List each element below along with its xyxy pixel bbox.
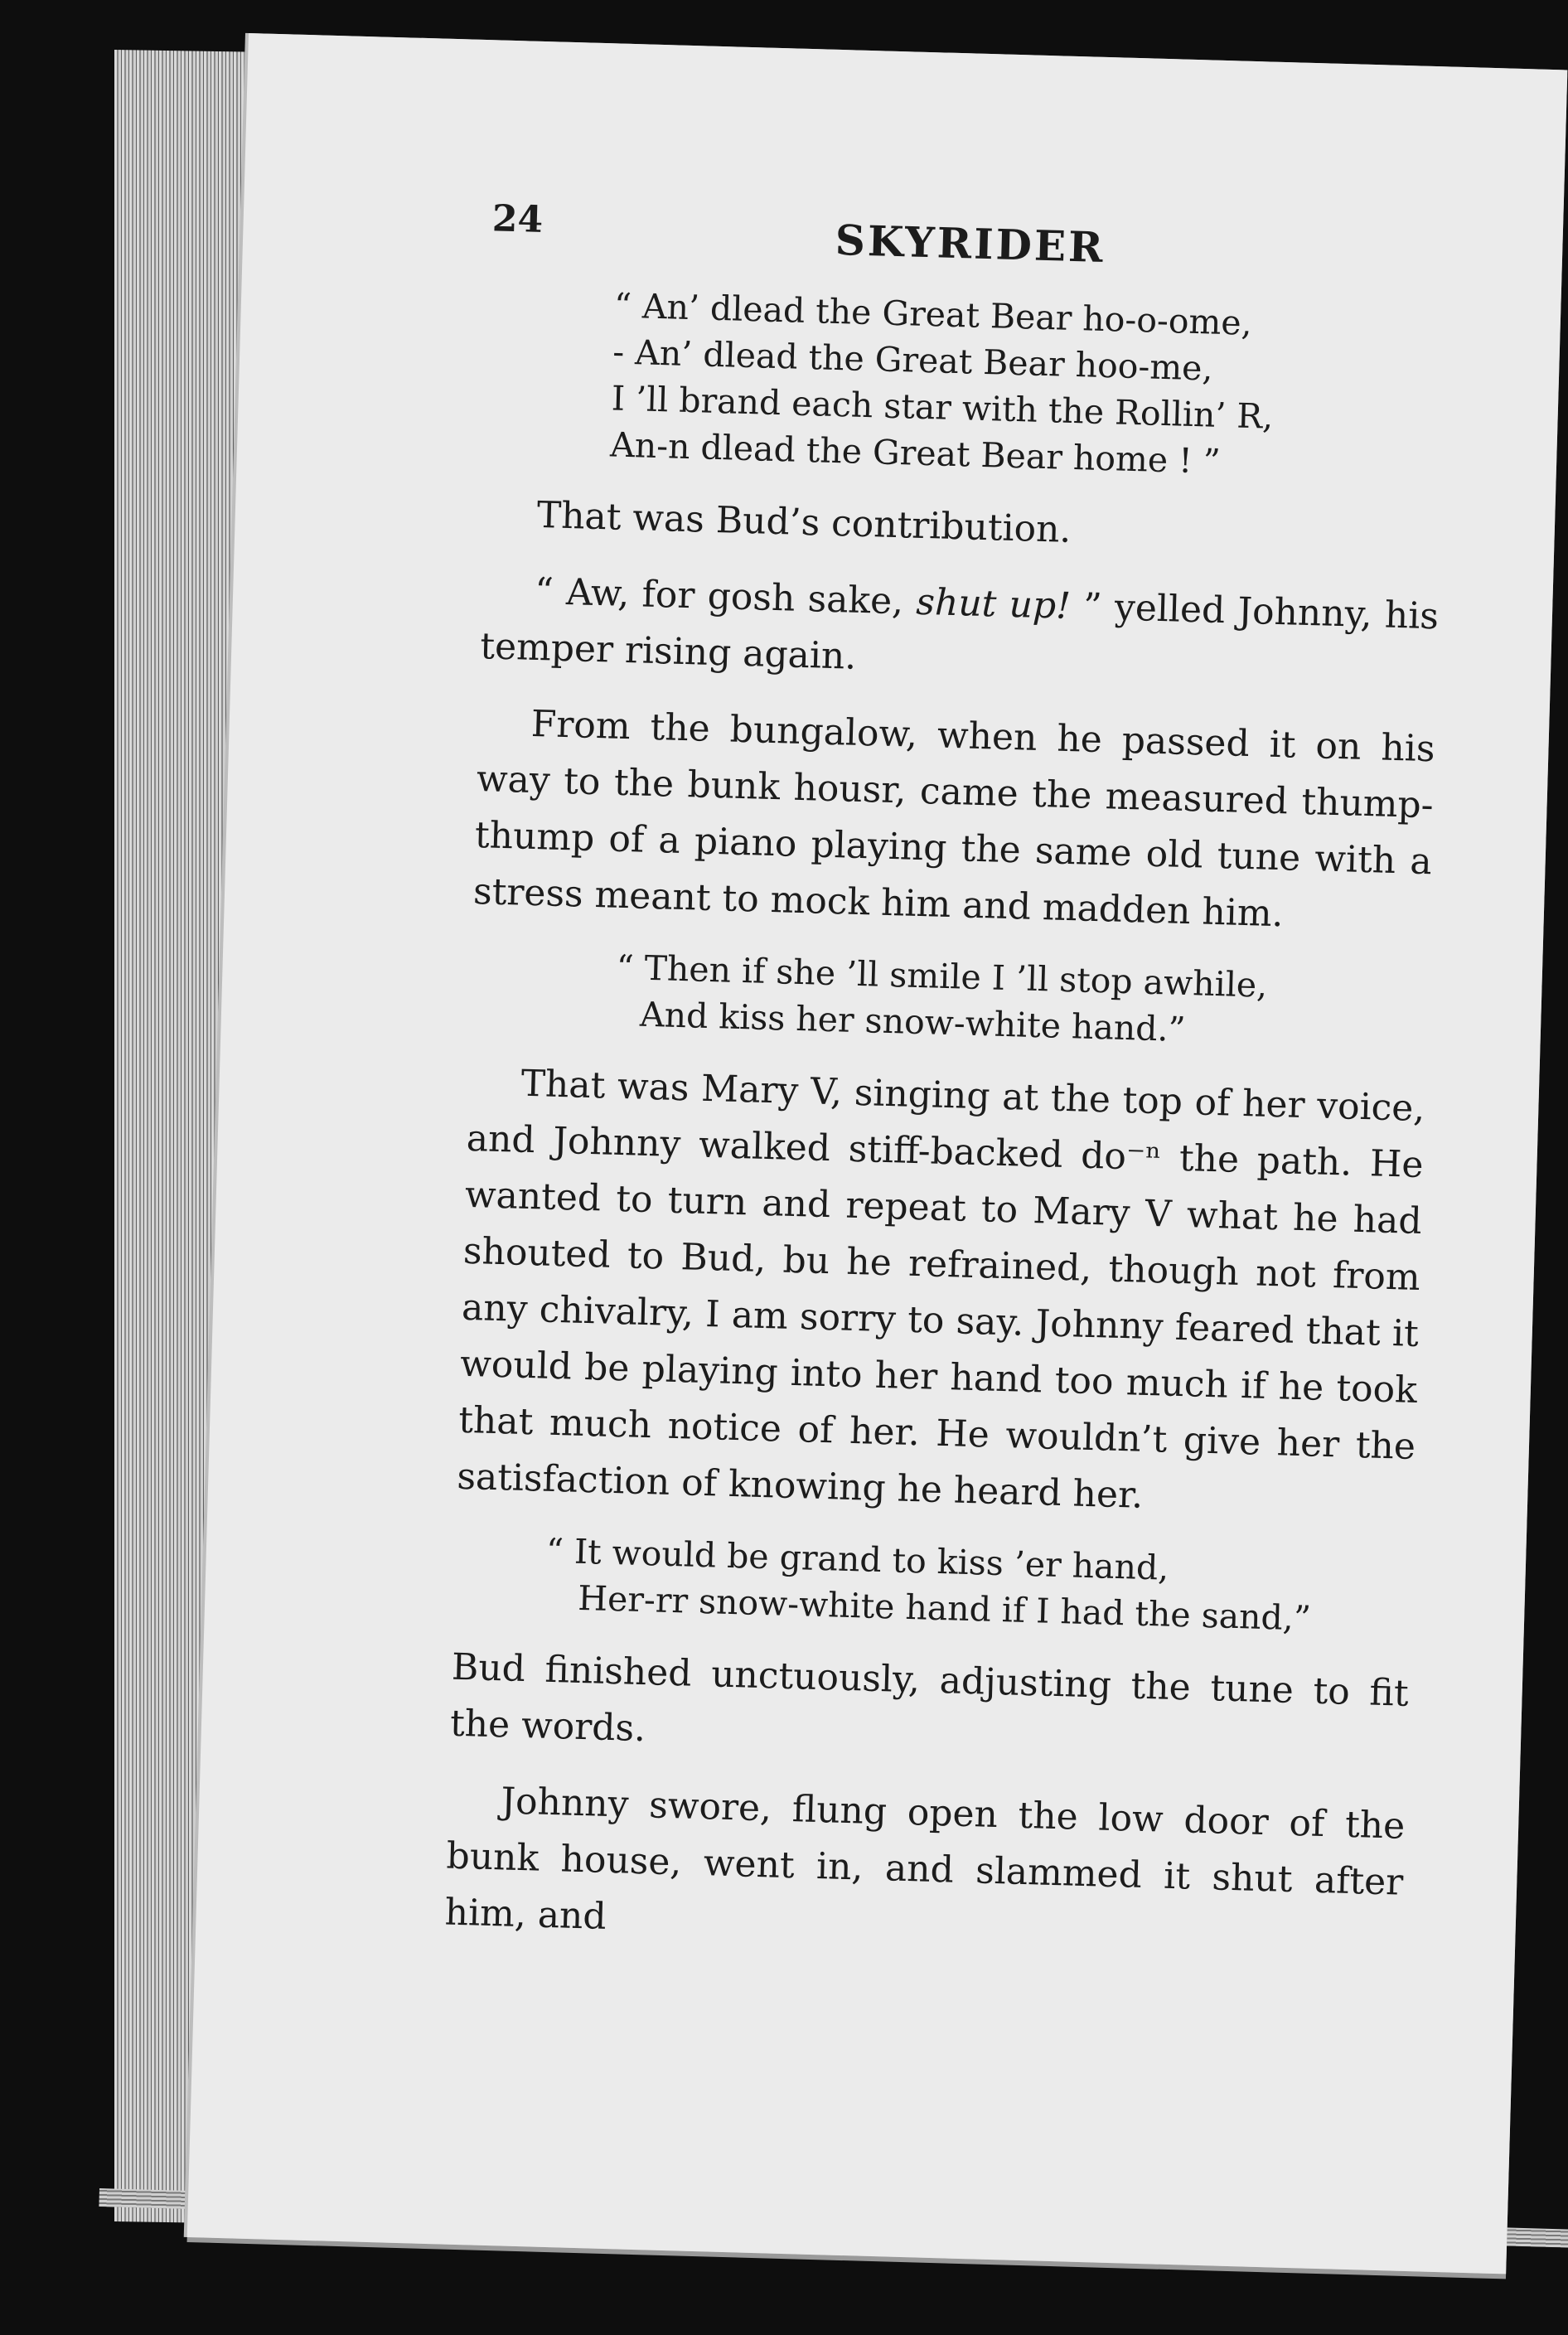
dialogue-text: “ Aw, for gosh sake,	[534, 569, 917, 623]
verse-line: An-n dlead the Great Bear home ! ”	[609, 424, 1222, 482]
paragraph-mary-v: That was Mary V, singing at the top of her voice, and Johnny walked stiff-backed do⁻ⁿ the path. He wanted to turn and repeat to Mary V what he had shouted to Bud, bu he refrained, though not from any chivalry, I am sorry to say. Johnny feared that it would be playing into her hand too much if he took that much notice of her. He wouldn’t give her the satisfaction of knowing he heard her.	[456, 1062, 1426, 1517]
page-number: 24	[491, 197, 544, 241]
running-head	[491, 197, 1450, 282]
dialogue-text: ” yelled Johnny, his temper rising again.	[479, 584, 1440, 678]
verse-line: Her-rr snow-white hand if I had the sand,”	[577, 1577, 1312, 1639]
dialogue-emphasis: shut up!	[915, 580, 1072, 627]
verse-line: I ’ll brand each star with the Rollin’ R,	[611, 378, 1274, 437]
verse-line: “ Then if she ’ll smile I ’ll stop awhile,	[616, 947, 1268, 1005]
page-text	[443, 197, 1449, 1987]
book-page	[187, 33, 1568, 2274]
verse-line: “ An’ dlead the Great Bear ho-o-ome,	[613, 285, 1253, 343]
verse-great-bear	[486, 279, 1448, 491]
book-title: SKYRIDER	[835, 215, 1106, 272]
verse-line: “ It would be grand to kiss ’er hand,	[545, 1530, 1169, 1588]
paragraph-shut-up	[479, 562, 1439, 701]
paragraph-bud-contribution: That was Bud’s contribution.	[536, 493, 1072, 551]
verse-line: - An’ dlead the Great Bear hoo-me,	[612, 332, 1214, 389]
paragraph-bud-finished: Bud finished unctuously, adjusting the tune to fit the words.	[449, 1645, 1410, 1751]
verse-line: And kiss her snow-white hand.”	[639, 994, 1187, 1050]
verse-snow-white-hand	[469, 940, 1429, 1059]
paragraph-johnny-swore: Johnny swore, flung open the low door of the bunk house, went in, and slammed it shut after him, and	[444, 1780, 1406, 1938]
paragraph-bungalow: From the bungalow, when he passed it on his way to the bunk housr, came the measured thump-thump of a piano playing the same old tune with a stress meant to mock him and madden him.	[472, 702, 1436, 936]
verse-kiss-hand	[453, 1525, 1413, 1645]
